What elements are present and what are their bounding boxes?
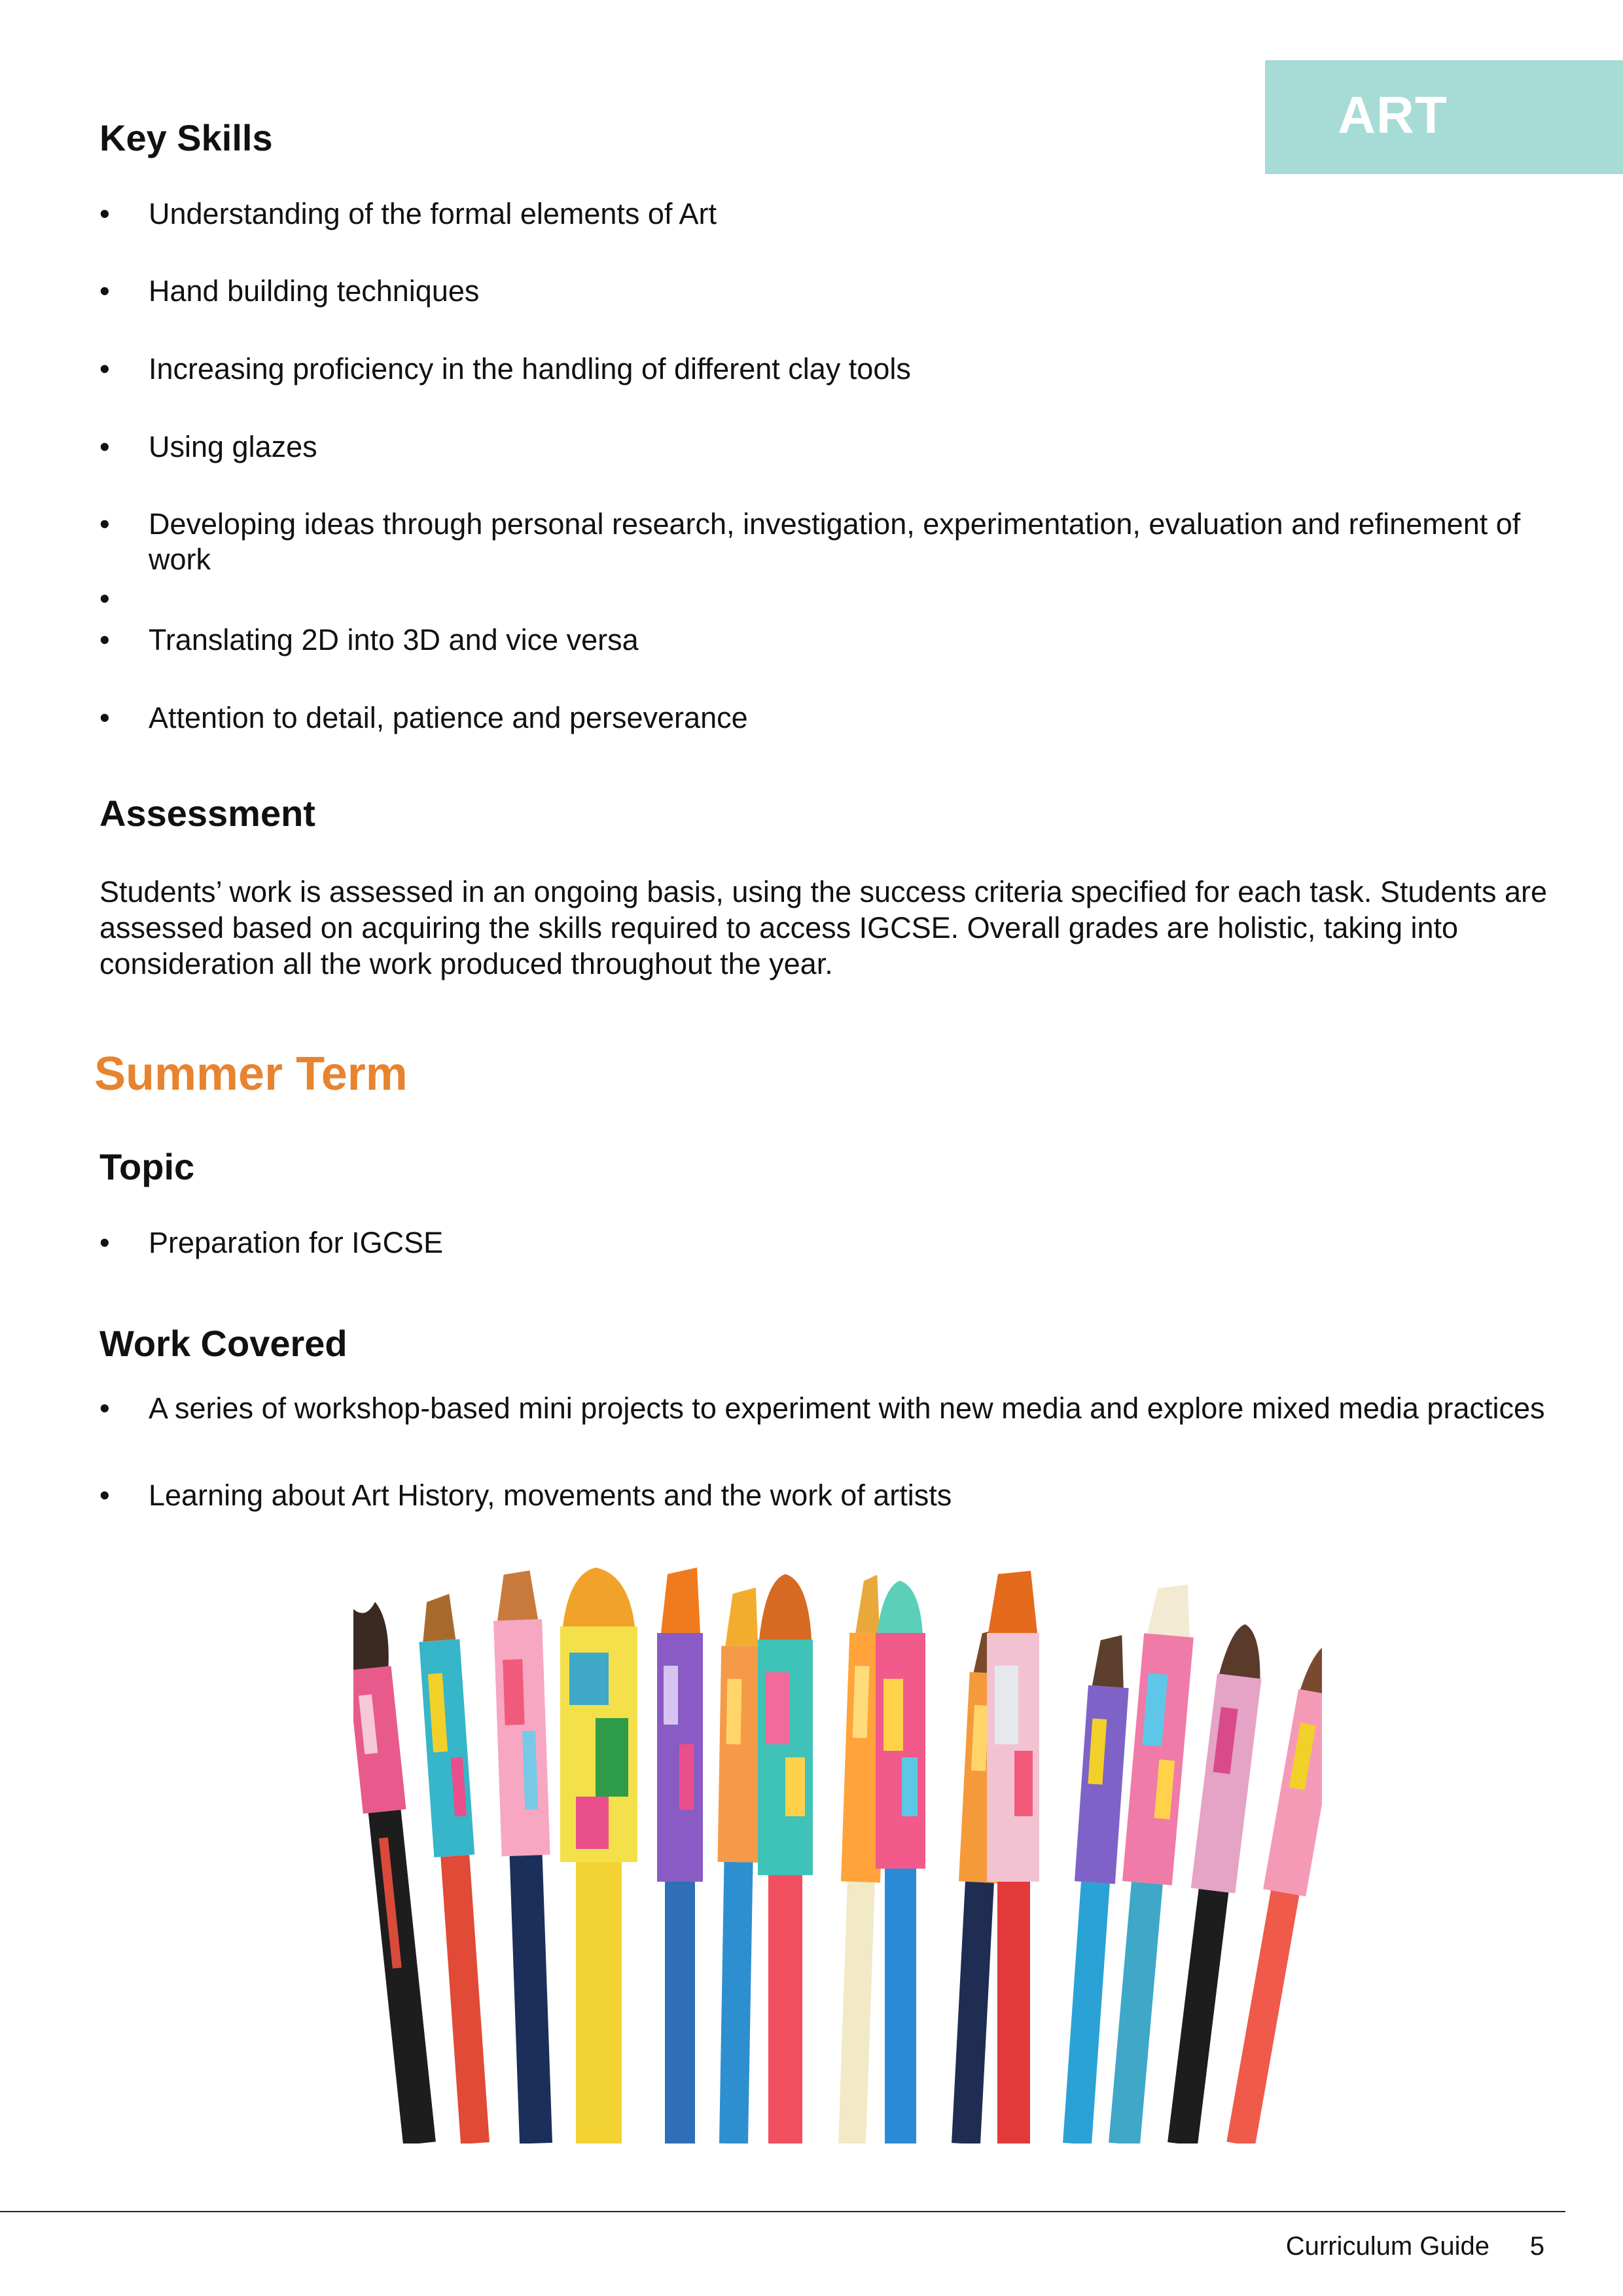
brush bbox=[491, 1570, 560, 2144]
bullet-icon: • bbox=[99, 352, 110, 386]
brush bbox=[657, 1568, 703, 2144]
paintbrushes-photo bbox=[353, 1561, 1322, 2144]
subject-tab bbox=[1265, 60, 1623, 174]
brush bbox=[987, 1571, 1039, 2144]
bullet-icon: • bbox=[99, 1226, 110, 1259]
bullet-icon: • bbox=[99, 582, 110, 615]
list-item: • Translating 2D into 3D and vice versa bbox=[99, 623, 639, 656]
footer-rule bbox=[0, 2211, 1565, 2212]
work-covered-heading: Work Covered bbox=[99, 1323, 348, 1364]
footer-label: Curriculum Guide bbox=[1285, 2232, 1489, 2261]
subject-tab-label: ART bbox=[1338, 86, 1448, 144]
assessment-text: Students’ work is assessed in an ongoing basis, using the success criteria specified for each task. Students are assessed based on acquiring the skills required to access IGCSE. Overall grades are holistic, taking into consideration all the work produced throughout the year. bbox=[99, 875, 1548, 980]
bullet-icon: • bbox=[99, 507, 110, 541]
summer-term-heading: Summer Term bbox=[94, 1048, 408, 1100]
brush bbox=[560, 1568, 637, 2144]
list-item: • Developing ideas through personal research, investigation, experimentation, evaluation and refinement of work bbox=[99, 507, 1521, 576]
bullet-icon: • bbox=[99, 1479, 110, 1512]
list-item: • Hand building techniques bbox=[99, 274, 480, 308]
bullet-icon: • bbox=[99, 197, 110, 230]
list-item: • Learning about Art History, movements and the work of artists bbox=[99, 1479, 952, 1512]
brush bbox=[876, 1581, 925, 2144]
list-item: • A series of workshop-based mini projects to experiment with new media and explore mixed media practices bbox=[99, 1391, 1545, 1425]
key-skills-heading: Key Skills bbox=[99, 117, 273, 158]
brush bbox=[758, 1574, 813, 2144]
brush bbox=[713, 1587, 763, 2144]
bullet-icon: • bbox=[99, 274, 110, 308]
assessment-heading: Assessment bbox=[99, 793, 315, 834]
list-item: • Attention to detail, patience and perseverance bbox=[99, 701, 748, 734]
list-item: • Using glazes bbox=[99, 430, 317, 463]
bullet-icon: • bbox=[99, 623, 110, 656]
list-item: • Preparation for IGCSE bbox=[99, 1226, 444, 1259]
bullet-icon: • bbox=[99, 701, 110, 734]
page-number: 5 bbox=[1529, 2232, 1544, 2261]
bullet-icon: • bbox=[99, 430, 110, 463]
brush bbox=[416, 1594, 494, 2144]
bullet-icon: • bbox=[99, 1391, 110, 1425]
list-item: • Increasing proficiency in the handling of different clay tools bbox=[99, 352, 911, 386]
list-item: • Understanding of the formal elements of Art bbox=[99, 197, 717, 230]
topic-heading: Topic bbox=[99, 1146, 195, 1187]
